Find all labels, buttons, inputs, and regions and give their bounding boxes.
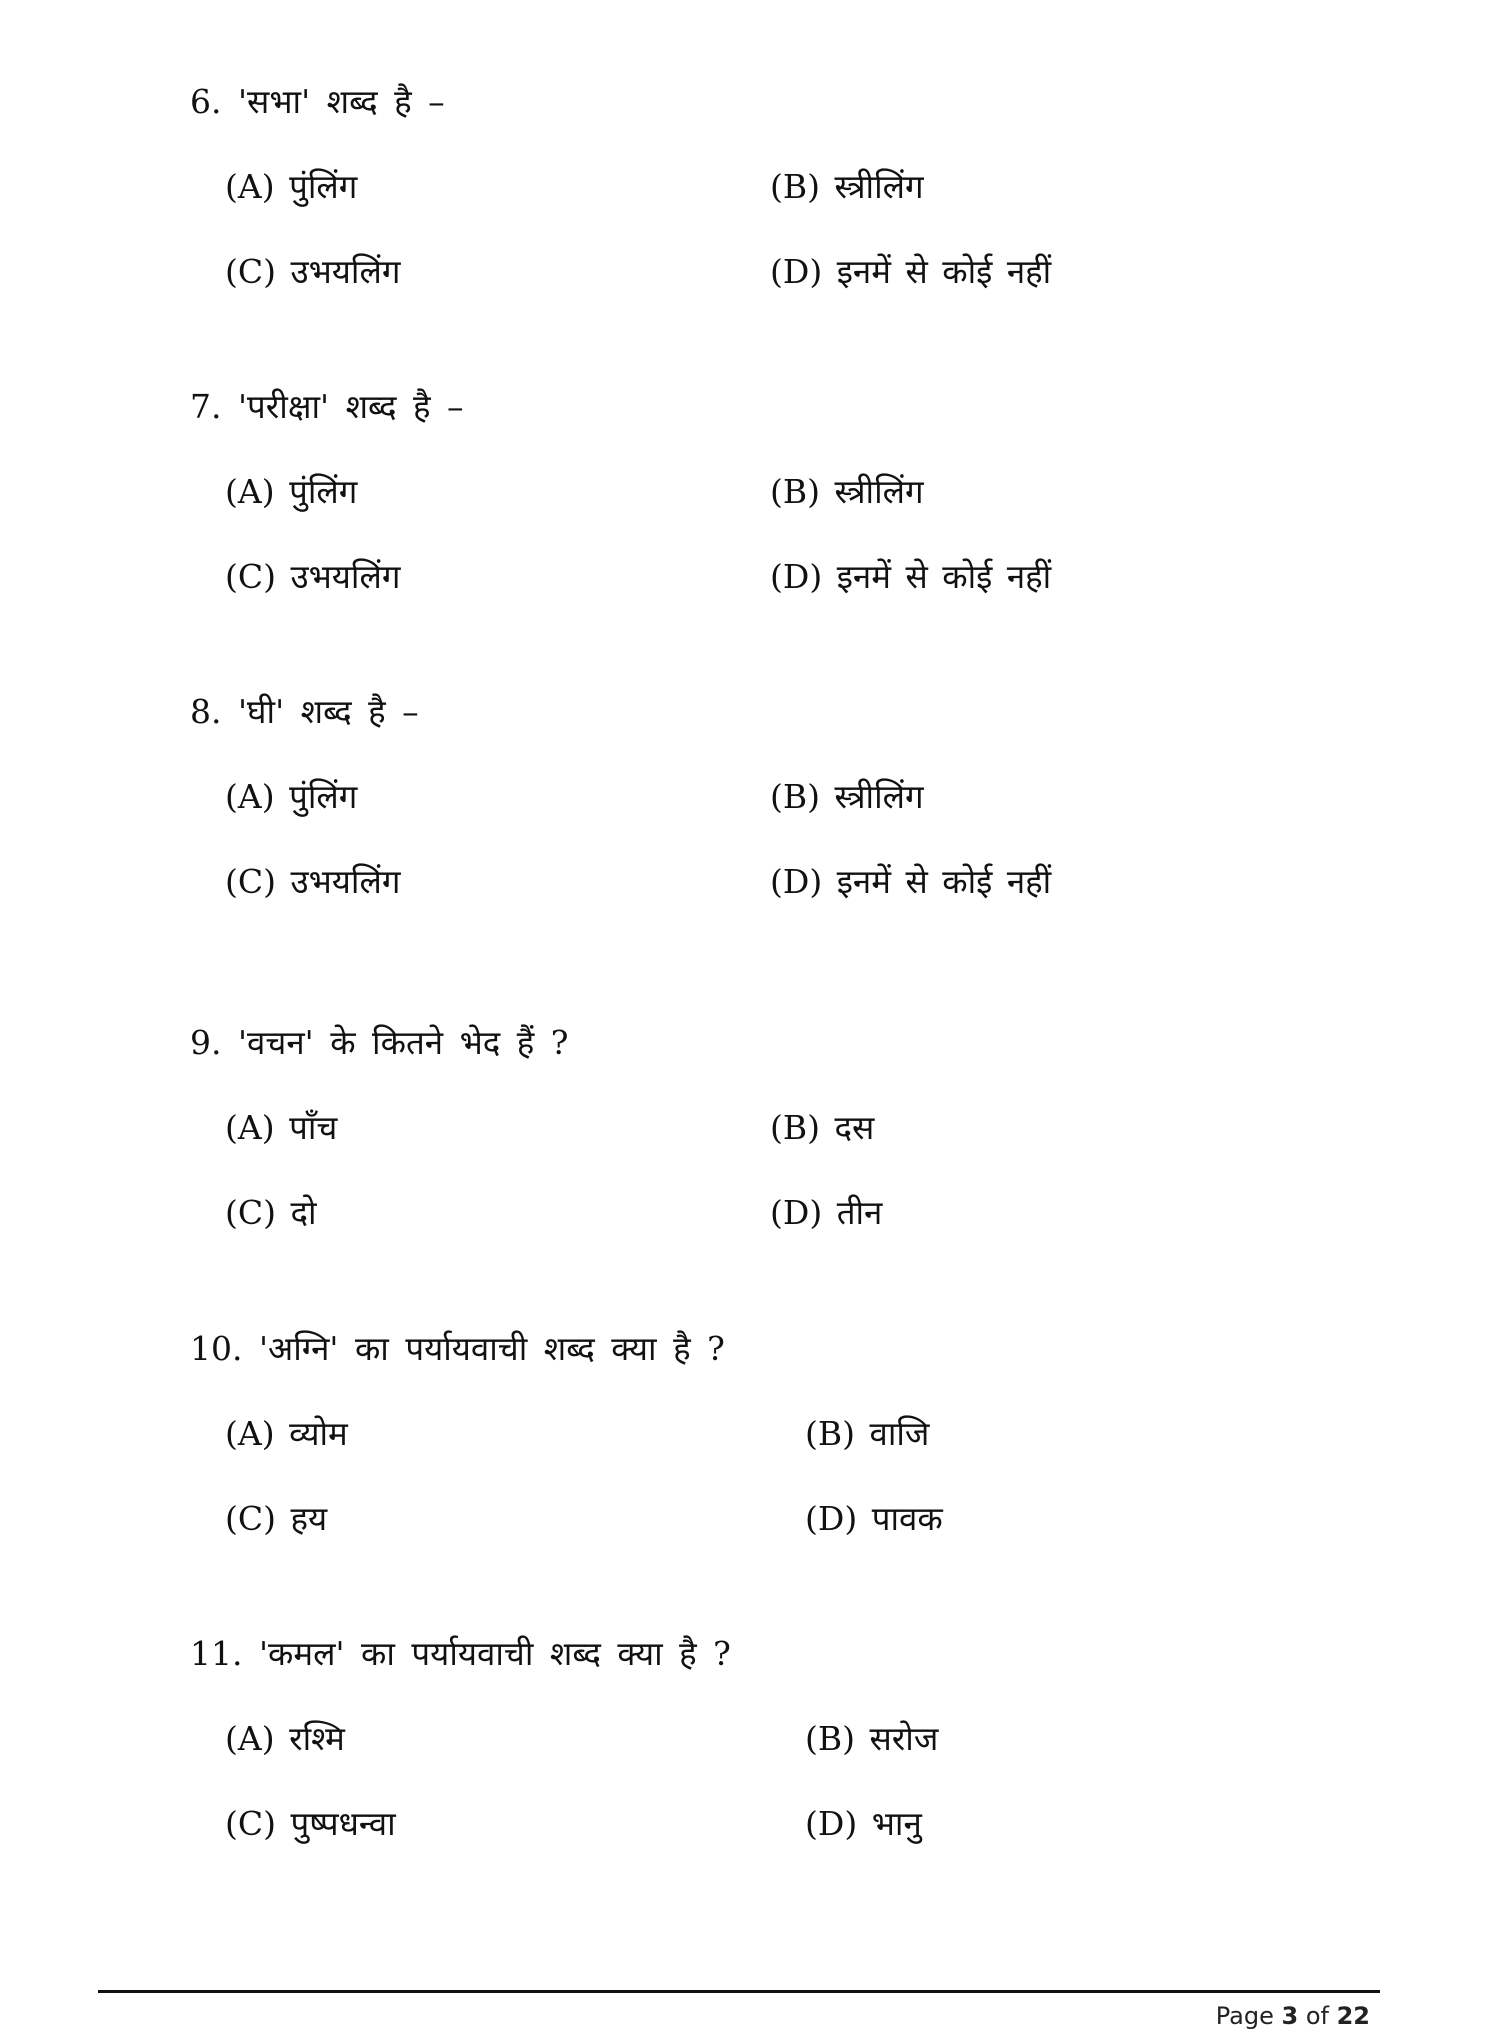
page-current: 3 [1281,2002,1299,2030]
option-c: (C) पुष्पधन्वा [225,1804,396,1843]
option-d: (D) पावक [805,1499,943,1538]
option-b: (B) स्त्रीलिंग [770,777,924,816]
option-b: (B) स्त्रीलिंग [770,167,924,206]
question-text: 10. 'अग्नि' का पर्यायवाची शब्द क्या है ? [190,1329,725,1368]
option-c: (C) हय [225,1499,328,1538]
option-a: (A) व्योम [225,1414,348,1453]
option-d: (D) इनमें से कोई नहीं [770,862,1052,901]
page-number [1216,2002,1370,2030]
page-of: of [1298,2002,1337,2030]
option-a: (A) पुंलिंग [225,472,358,511]
question-text: 9. 'वचन' के कितने भेद हैं ? [190,1023,569,1062]
option-d: (D) इनमें से कोई नहीं [770,252,1052,291]
option-b: (B) सरोज [805,1719,939,1758]
question-text: 6. 'सभा' शब्द है – [190,82,445,121]
option-a: (A) पाँच [225,1108,338,1147]
option-c: (C) उभयलिंग [225,557,401,596]
footer-divider [98,1990,1380,1993]
option-c: (C) उभयलिंग [225,862,401,901]
question-text: 7. 'परीक्षा' शब्द है – [190,387,464,426]
option-b: (B) दस [770,1108,875,1147]
option-a: (A) पुंलिंग [225,777,358,816]
option-b: (B) स्त्रीलिंग [770,472,924,511]
option-d: (D) तीन [770,1193,883,1232]
page-total: 22 [1336,2002,1370,2030]
page-prefix: Page [1215,2002,1282,2030]
option-a: (A) पुंलिंग [225,167,358,206]
option-a: (A) रश्मि [225,1719,345,1758]
question-text: 8. 'घी' शब्द है – [190,692,419,731]
option-c: (C) उभयलिंग [225,252,401,291]
option-b: (B) वाजि [805,1414,930,1453]
option-c: (C) दो [225,1193,317,1232]
option-d: (D) भानु [805,1804,922,1843]
option-d: (D) इनमें से कोई नहीं [770,557,1052,596]
question-text: 11. 'कमल' का पर्यायवाची शब्द क्या है ? [190,1634,731,1673]
